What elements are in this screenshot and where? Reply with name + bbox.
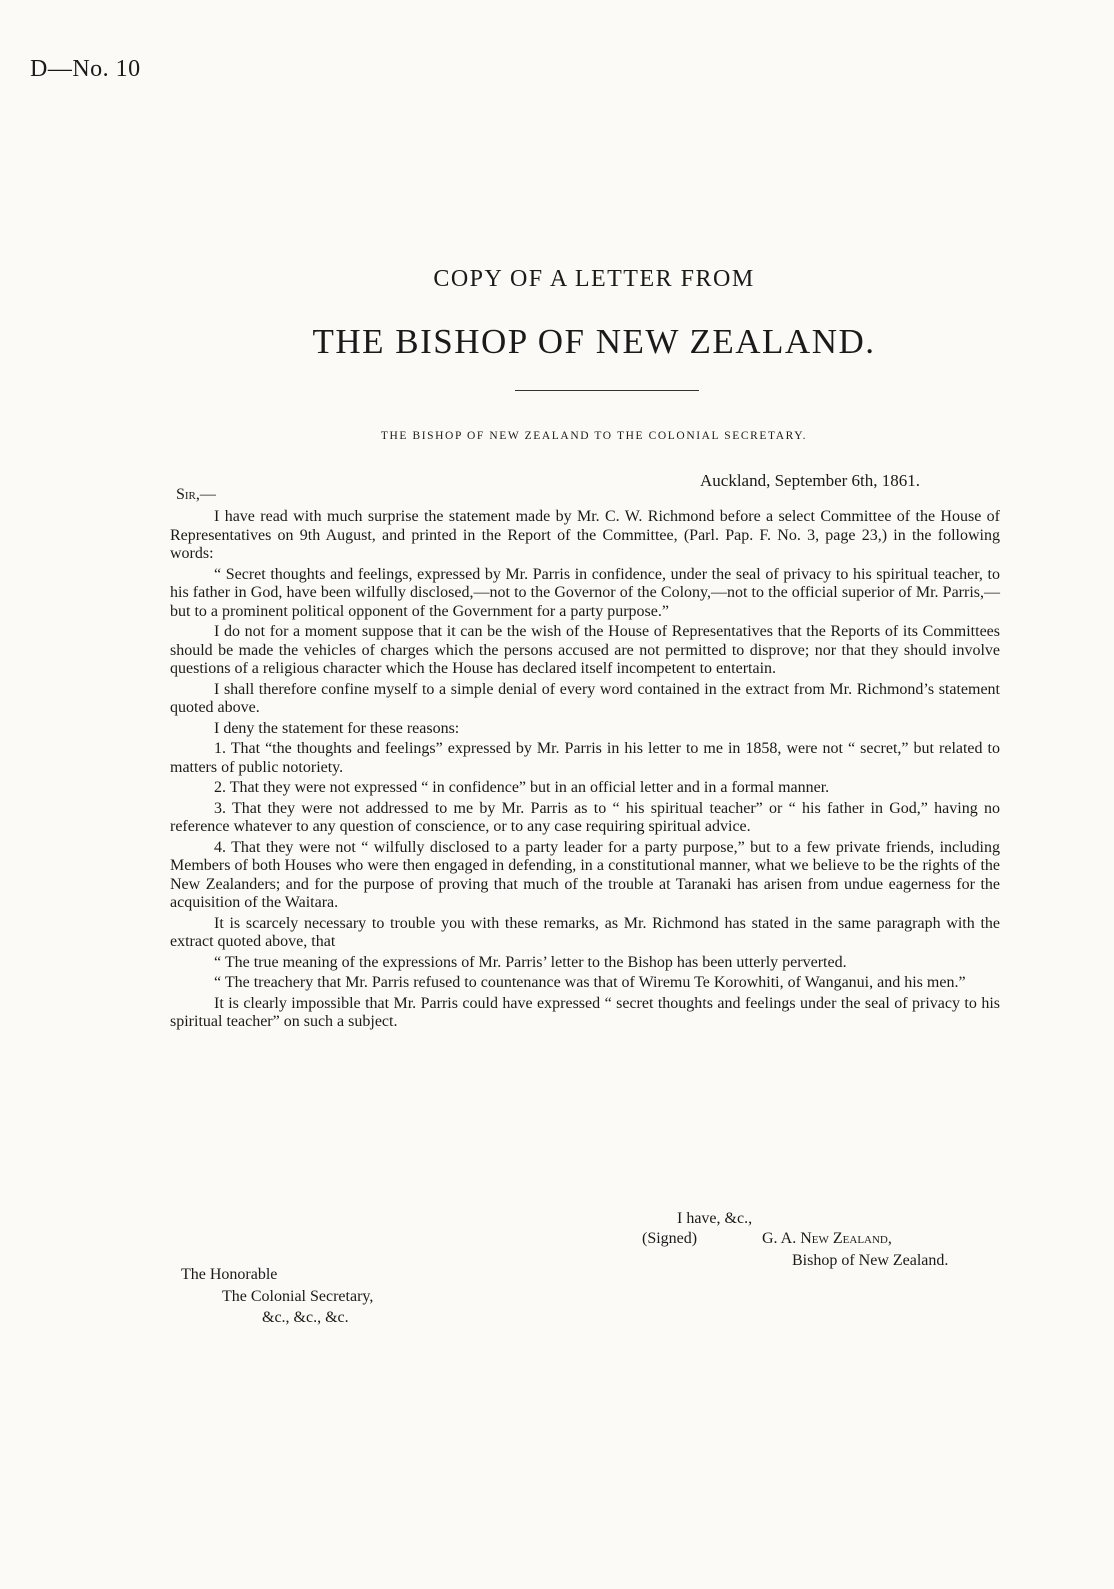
signed-label: (Signed) (642, 1230, 698, 1247)
addressee-line-2: The Colonial Secretary, (222, 1288, 374, 1305)
addressee-line-1: The Honorable (181, 1266, 278, 1283)
title-line-1: COPY OF A LETTER FROM (433, 266, 755, 292)
signature-title: Bishop of New Zealand. (792, 1252, 949, 1269)
letter-dateline: Auckland, September 6th, 1861. (700, 471, 921, 490)
letter-salutation: Sir,— (176, 486, 216, 503)
letter-subheading: THE BISHOP OF NEW ZEALAND TO THE COLONIAL SECRETARY. (380, 430, 808, 442)
complimentary-close: I have, &c., (677, 1210, 753, 1227)
paragraph: “ Secret thoughts and feelings, expressed by Mr. Parris in confidence, under the seal of privacy to his spiritual teacher, to his father in God, have been wilfully disclosed,—not to the Governor of the Colony,—not to the official superior of Mr. Parris,—but to a prominent political opponent of the Government for a party purpose.” (170, 565, 1000, 620)
paragraph: I shall therefore confine myself to a simple denial of every word contained in the extract from Mr. Richmond’s statement quoted above. (170, 680, 1000, 716)
paragraph: “ The treachery that Mr. Parris refused to countenance was that of Wiremu Te Korowhiti, of Wanganui, and his men.” (214, 974, 966, 991)
paragraph: 4. That they were not “ wilfully disclosed to a party leader for a party purpose,” but to a few private friends, including Members of both Houses who were then engaged in defending, in a constitutional manner, what we believe to be the rights of the New Zealanders; and for the purpose of proving that much of the trouble at Taranaki has arisen from undue eagerness for the acquisition of the Waitara. (170, 838, 1000, 911)
paragraph: 1. That “the thoughts and feelings” expressed by Mr. Parris in his letter to me in 1858, were not “ secret,” but related to matters of public notoriety. (170, 740, 1000, 776)
letter-body (170, 508, 1000, 1034)
paragraph: I deny the statement for these reasons: (214, 719, 460, 737)
paragraph: I do not for a moment suppose that it can be the wish of the House of Representatives that the Reports of its Committees should be made the vehicles of charges which the persons accused are not permitted to disprove; nor that they should involve questions of a religious character which the House has declared itself incompetent to entertain. (170, 623, 1000, 677)
paragraph: It is clearly impossible that Mr. Parris could have expressed “ secret thoughts and feelings under the seal of privacy to his spiritual teacher” on such a subject. (170, 994, 1000, 1030)
document-reference: D—No. 10 (30, 56, 141, 82)
paragraph: 3. That they were not addressed to me by Mr. Parris as to “ his spiritual teacher” or “ his father in God,” having no reference whatever to any question of conscience, or to any case requiring spiritual advice. (170, 799, 1000, 835)
signature-name: G. A. New Zealand, (762, 1230, 892, 1247)
paragraph: “ The true meaning of the expressions of Mr. Parris’ letter to the Bishop has been utterly perverted. (214, 953, 847, 971)
paragraph: 2. That they were not expressed “ in confidence” but in an official letter and in a formal manner. (214, 779, 830, 796)
addressee-line-3: &c., &c., &c. (262, 1309, 349, 1326)
paragraph: I have read with much surprise the statement made by Mr. C. W. Richmond before a select Committee of the House of Representatives on 9th August, and printed in the Report of the Committee, (Parl. Pap. F. No. 3, page 23,) in the following words: (170, 508, 1000, 562)
title-line-2: THE BISHOP OF NEW ZEALAND. (312, 322, 876, 361)
title-divider (515, 390, 699, 391)
paragraph: It is scarcely necessary to trouble you with these remarks, as Mr. Richmond has stated in the same paragraph with the extract quoted above, that (170, 914, 1000, 950)
